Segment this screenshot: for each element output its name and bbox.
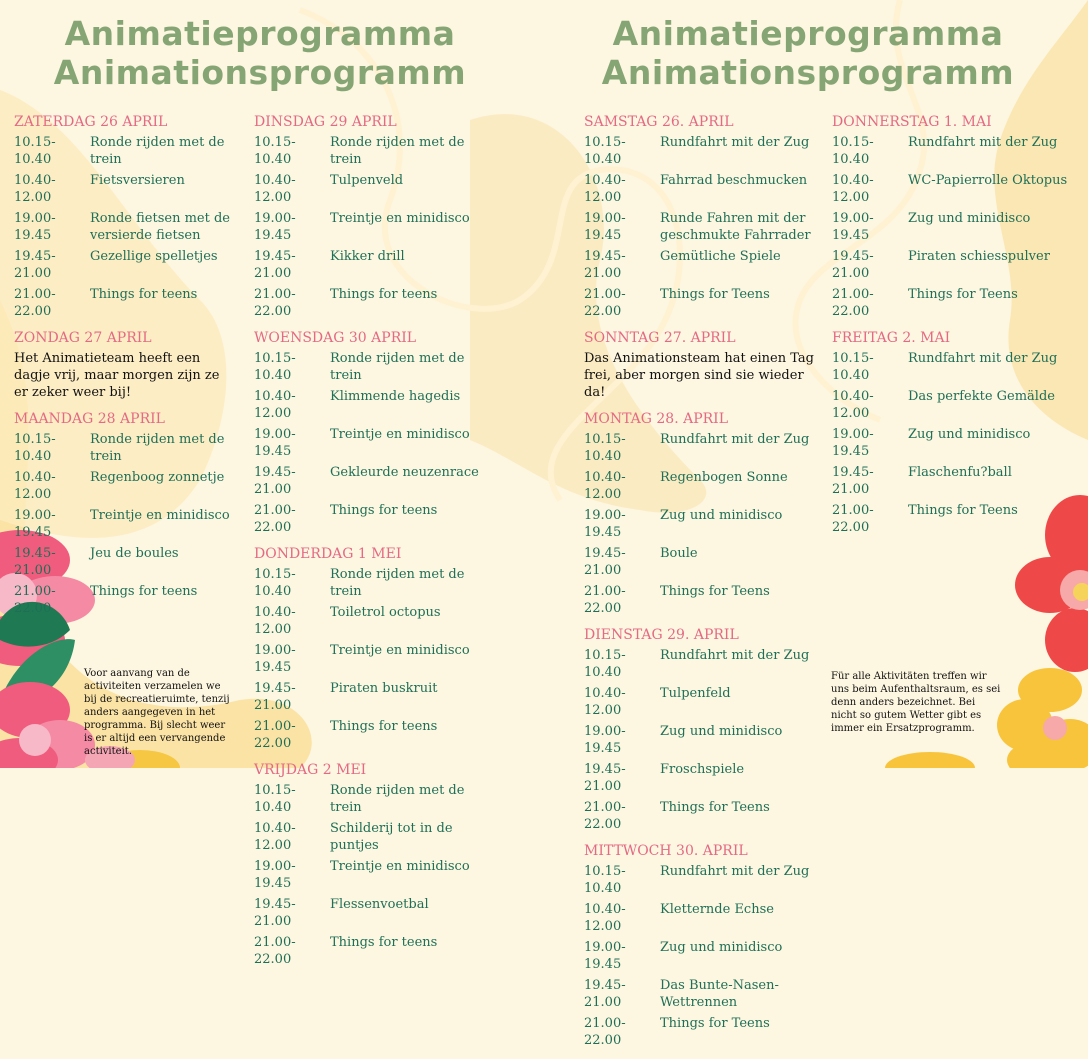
event-time: 19.00-19.45 xyxy=(14,508,56,540)
left-footnote: Voor aanvang van de activiteiten verzamelen we bij de recreatieruimte, tenzij anders aangegeven in het programma. Bij slecht weer is er altijd een vervangende activiteit. xyxy=(84,668,230,757)
event-activity: Treintje en minidisco xyxy=(90,508,230,523)
event-row xyxy=(832,350,1072,384)
event-row xyxy=(584,799,819,833)
event-time: 19.00-19.45 xyxy=(14,211,56,243)
event-activity: Things for teens xyxy=(90,287,198,302)
event-activity: Ronde rijden met de trein xyxy=(330,351,465,383)
day-section xyxy=(832,330,1072,536)
event-time: 10.15-10.40 xyxy=(832,351,874,383)
day-section xyxy=(254,330,494,536)
right-schedule-column-2 xyxy=(832,114,1072,546)
event-activity: Zug und minidisco xyxy=(660,724,783,739)
event-row xyxy=(254,502,494,536)
day-heading: MITTWOCH 30. APRIL xyxy=(584,843,748,859)
event-activity: Rundfahrt mit der Zug xyxy=(908,135,1058,150)
event-activity: Gemütliche Spiele xyxy=(660,249,781,264)
event-time: 19.00-19.45 xyxy=(832,211,874,243)
event-activity: Das Bunte-Nasen-Wettrennen xyxy=(660,978,779,1010)
event-row xyxy=(584,863,819,897)
event-activity: Gezellige spelletjes xyxy=(90,249,218,264)
event-time: 10.40-12.00 xyxy=(584,470,626,502)
event-activity: Things for Teens xyxy=(660,1016,770,1031)
event-activity: Rundfahrt mit der Zug xyxy=(908,351,1058,366)
event-activity: Flessenvoetbal xyxy=(330,897,429,912)
event-row xyxy=(832,388,1072,422)
event-activity: Klimmende hagedis xyxy=(330,389,461,404)
event-time: 19.45-21.00 xyxy=(254,465,296,497)
event-time: 21.00-22.00 xyxy=(254,287,296,319)
day-section xyxy=(584,627,819,833)
event-time: 19.00-19.45 xyxy=(254,427,296,459)
right-title xyxy=(598,14,1018,92)
event-row xyxy=(254,566,494,600)
event-activity: Things for Teens xyxy=(908,287,1018,302)
right-footnote: Für alle Aktivitäten treffen wir uns beim Aufenthaltsraum, es sei denn anders bezeichnet. Bei nicht so gutem Wetter gibt es immer ein Ersatzprogramm. xyxy=(831,671,1001,734)
event-time: 21.00-22.00 xyxy=(584,1016,626,1048)
event-activity: Gekleurde neuzenrace xyxy=(330,465,479,480)
event-row xyxy=(254,858,494,892)
event-time: 10.15-10.40 xyxy=(584,648,626,680)
event-activity: Ronde rijden met de trein xyxy=(90,135,225,167)
event-row xyxy=(254,388,494,422)
event-row xyxy=(584,647,819,681)
event-time: 10.15-10.40 xyxy=(254,567,296,599)
event-time: 10.40-12.00 xyxy=(14,470,56,502)
event-time: 19.45-21.00 xyxy=(254,897,296,929)
day-section xyxy=(14,411,234,617)
event-time: 21.00-22.00 xyxy=(14,287,56,319)
day-heading: ZONDAG 27 APRIL xyxy=(14,330,152,346)
event-activity: Things for teens xyxy=(330,287,438,302)
event-time: 19.45-21.00 xyxy=(584,249,626,281)
event-time: 10.15-10.40 xyxy=(584,864,626,896)
event-row xyxy=(584,901,819,935)
day-note: Het Animatieteam heeft een dagje vrij, maar morgen zijn ze er zeker weer bij! xyxy=(14,351,220,400)
event-row xyxy=(832,134,1072,168)
event-activity: Fietsversieren xyxy=(90,173,185,188)
left-schedule-column-1 xyxy=(14,114,234,627)
event-activity: Rundfahrt mit der Zug xyxy=(660,648,810,663)
event-time: 19.00-19.45 xyxy=(584,940,626,972)
event-row xyxy=(584,507,819,541)
event-activity: Regenboog zonnetje xyxy=(90,470,225,485)
event-row xyxy=(832,286,1072,320)
event-row xyxy=(832,210,1072,244)
event-time: 21.00-22.00 xyxy=(14,584,56,616)
left-title xyxy=(50,14,470,92)
event-row xyxy=(584,723,819,757)
event-activity: Rundfahrt mit der Zug xyxy=(660,864,810,879)
event-time: 19.45-21.00 xyxy=(14,249,56,281)
event-row xyxy=(584,210,819,244)
event-time: 19.45-21.00 xyxy=(584,978,626,1010)
event-row xyxy=(254,350,494,384)
day-heading: MAANDAG 28 APRIL xyxy=(14,411,165,427)
event-activity: Ronde rijden met de trein xyxy=(330,783,465,815)
event-row xyxy=(254,680,494,714)
left-schedule-column-2 xyxy=(254,114,494,978)
event-activity: Things for Teens xyxy=(660,800,770,815)
event-row xyxy=(14,286,234,320)
event-time: 21.00-22.00 xyxy=(832,287,874,319)
event-time: 19.00-19.45 xyxy=(254,859,296,891)
event-row xyxy=(584,469,819,503)
day-section xyxy=(832,114,1072,320)
event-time: 19.00-19.45 xyxy=(254,211,296,243)
event-row xyxy=(14,507,234,541)
event-time: 10.40-12.00 xyxy=(254,173,296,205)
event-row xyxy=(254,782,494,816)
event-time: 19.45-21.00 xyxy=(584,546,626,578)
event-activity: Things for Teens xyxy=(660,287,770,302)
event-row xyxy=(832,502,1072,536)
event-time: 19.45-21.00 xyxy=(832,465,874,497)
event-row xyxy=(584,431,819,465)
event-activity: Fahrrad beschmucken xyxy=(660,173,808,188)
event-time: 21.00-22.00 xyxy=(254,503,296,535)
event-activity: Piraten schiesspulver xyxy=(908,249,1050,264)
event-activity: Treintje en minidisco xyxy=(330,643,470,658)
event-row xyxy=(584,1015,819,1049)
event-row xyxy=(254,604,494,638)
event-row xyxy=(14,172,234,206)
event-activity: Tulpenveld xyxy=(330,173,404,188)
event-activity: Tulpenfeld xyxy=(660,686,731,701)
event-activity: Piraten buskruit xyxy=(330,681,438,696)
event-time: 21.00-22.00 xyxy=(584,287,626,319)
event-row xyxy=(254,426,494,460)
event-activity: Toiletrol octopus xyxy=(330,605,441,620)
event-row xyxy=(14,431,234,465)
event-activity: Ronde rijden met de trein xyxy=(330,567,465,599)
event-row xyxy=(254,172,494,206)
day-section xyxy=(254,114,494,320)
event-row xyxy=(14,545,234,579)
event-row xyxy=(254,820,494,854)
event-row xyxy=(254,210,494,244)
event-activity: Ronde rijden met de trein xyxy=(90,432,225,464)
event-row xyxy=(254,642,494,676)
event-time: 21.00-22.00 xyxy=(254,935,296,967)
day-section xyxy=(14,114,234,320)
day-heading: SONNTAG 27. APRIL xyxy=(584,330,736,346)
event-activity: Boule xyxy=(660,546,698,561)
event-activity: Zug und minidisco xyxy=(660,940,783,955)
event-time: 19.00-19.45 xyxy=(254,643,296,675)
event-row xyxy=(584,939,819,973)
day-note: Das Animationsteam hat einen Tag frei, aber morgen sind sie wieder da! xyxy=(584,351,814,400)
event-activity: WC-Papierrolle Oktopus xyxy=(908,173,1068,188)
event-activity: Runde Fahren mit der geschmukte Fahrrader xyxy=(660,211,811,243)
event-time: 10.15-10.40 xyxy=(254,783,296,815)
event-row xyxy=(254,286,494,320)
event-row xyxy=(584,286,819,320)
day-heading: SAMSTAG 26. APRIL xyxy=(584,114,734,130)
event-time: 10.15-10.40 xyxy=(584,135,626,167)
event-row xyxy=(254,248,494,282)
event-row xyxy=(584,685,819,719)
event-time: 10.40-12.00 xyxy=(584,686,626,718)
event-row xyxy=(254,896,494,930)
event-activity: Things for Teens xyxy=(660,584,770,599)
event-time: 10.15-10.40 xyxy=(14,135,56,167)
event-time: 21.00-22.00 xyxy=(254,719,296,751)
event-time: 21.00-22.00 xyxy=(832,503,874,535)
event-row xyxy=(254,134,494,168)
day-heading: MONTAG 28. APRIL xyxy=(584,411,728,427)
event-activity: Things for teens xyxy=(330,719,438,734)
event-row xyxy=(14,134,234,168)
day-section xyxy=(584,330,819,401)
event-time: 10.40-12.00 xyxy=(584,902,626,934)
event-activity: Treintje en minidisco xyxy=(330,859,470,874)
left-title-line1: Animatieprogramma xyxy=(64,14,456,53)
event-time: 10.15-10.40 xyxy=(584,432,626,464)
day-heading: DONDERDAG 1 MEI xyxy=(254,546,402,562)
day-heading: ZATERDAG 26 APRIL xyxy=(14,114,168,130)
event-activity: Regenbogen Sonne xyxy=(660,470,788,485)
left-title-line2: Animationsprogramm xyxy=(53,53,467,92)
day-section xyxy=(254,546,494,752)
event-activity: Rundfahrt mit der Zug xyxy=(660,432,810,447)
event-activity: Jeu de boules xyxy=(90,546,179,561)
right-title-line1: Animatieprogramma xyxy=(612,14,1004,53)
event-row xyxy=(14,248,234,282)
event-time: 10.15-10.40 xyxy=(14,432,56,464)
event-row xyxy=(14,583,234,617)
event-time: 19.45-21.00 xyxy=(254,681,296,713)
event-time: 19.45-21.00 xyxy=(14,546,56,578)
event-activity: Rundfahrt mit der Zug xyxy=(660,135,810,150)
event-time: 10.40-12.00 xyxy=(254,389,296,421)
event-row xyxy=(584,583,819,617)
day-heading: DONNERSTAG 1. MAI xyxy=(832,114,992,130)
event-activity: Things for teens xyxy=(90,584,198,599)
event-row xyxy=(832,172,1072,206)
event-activity: Zug und minidisco xyxy=(660,508,783,523)
event-row xyxy=(584,172,819,206)
flower-right-bottom xyxy=(997,668,1088,768)
event-time: 21.00-22.00 xyxy=(584,584,626,616)
event-activity: Things for teens xyxy=(330,935,438,950)
flower-bottom-right-center xyxy=(885,752,975,768)
event-time: 19.45-21.00 xyxy=(254,249,296,281)
day-section xyxy=(14,330,234,401)
event-time: 10.15-10.40 xyxy=(254,135,296,167)
day-section xyxy=(584,114,819,320)
event-time: 10.15-10.40 xyxy=(832,135,874,167)
day-section xyxy=(254,762,494,968)
event-time: 10.40-12.00 xyxy=(254,821,296,853)
day-heading: DIENSTAG 29. APRIL xyxy=(584,627,739,643)
event-activity: Treintje en minidisco xyxy=(330,427,470,442)
day-section xyxy=(584,843,819,1049)
event-time: 19.00-19.45 xyxy=(584,211,626,243)
right-title-line2: Animationsprogramm xyxy=(601,53,1015,92)
event-time: 19.00-19.45 xyxy=(584,724,626,756)
event-row xyxy=(584,977,819,1011)
event-row xyxy=(584,545,819,579)
day-heading: WOENSDAG 30 APRIL xyxy=(254,330,417,346)
day-section xyxy=(584,411,819,617)
event-activity: Ronde fietsen met de versierde fietsen xyxy=(90,211,230,243)
event-activity: Kletternde Echse xyxy=(660,902,774,917)
event-activity: Flaschenfu?ball xyxy=(908,465,1012,480)
event-activity: Things for Teens xyxy=(908,503,1018,518)
day-heading: DINSDAG 29 APRIL xyxy=(254,114,397,130)
event-activity: Things for teens xyxy=(330,503,438,518)
event-activity: Froschspiele xyxy=(660,762,745,777)
event-time: 10.40-12.00 xyxy=(14,173,56,205)
event-activity: Ronde rijden met de trein xyxy=(330,135,465,167)
event-activity: Zug und minidisco xyxy=(908,211,1031,226)
day-heading: VRIJDAG 2 MEI xyxy=(254,762,367,778)
event-activity: Schilderij tot in de puntjes xyxy=(330,821,453,853)
event-row xyxy=(832,248,1072,282)
event-activity: Kikker drill xyxy=(330,249,405,264)
event-activity: Treintje en minidisco xyxy=(330,211,470,226)
event-time: 10.40-12.00 xyxy=(254,605,296,637)
day-heading: FREITAG 2. MAI xyxy=(832,330,951,346)
event-time: 19.45-21.00 xyxy=(832,249,874,281)
event-activity: Zug und minidisco xyxy=(908,427,1031,442)
event-time: 19.00-19.45 xyxy=(584,508,626,540)
event-row xyxy=(832,464,1072,498)
event-time: 19.45-21.00 xyxy=(584,762,626,794)
event-row xyxy=(584,248,819,282)
event-row xyxy=(832,426,1072,460)
event-row xyxy=(254,718,494,752)
event-time: 10.15-10.40 xyxy=(254,351,296,383)
event-row xyxy=(584,761,819,795)
event-row xyxy=(584,134,819,168)
event-row xyxy=(254,464,494,498)
event-time: 21.00-22.00 xyxy=(584,800,626,832)
event-row xyxy=(14,469,234,503)
event-time: 10.40-12.00 xyxy=(584,173,626,205)
event-row xyxy=(14,210,234,244)
right-schedule-column-1 xyxy=(584,114,819,1059)
event-time: 10.40-12.00 xyxy=(832,173,874,205)
event-time: 10.40-12.00 xyxy=(832,389,874,421)
event-activity: Das perfekte Gemälde xyxy=(908,389,1055,404)
event-time: 19.00-19.45 xyxy=(832,427,874,459)
event-row xyxy=(254,934,494,968)
